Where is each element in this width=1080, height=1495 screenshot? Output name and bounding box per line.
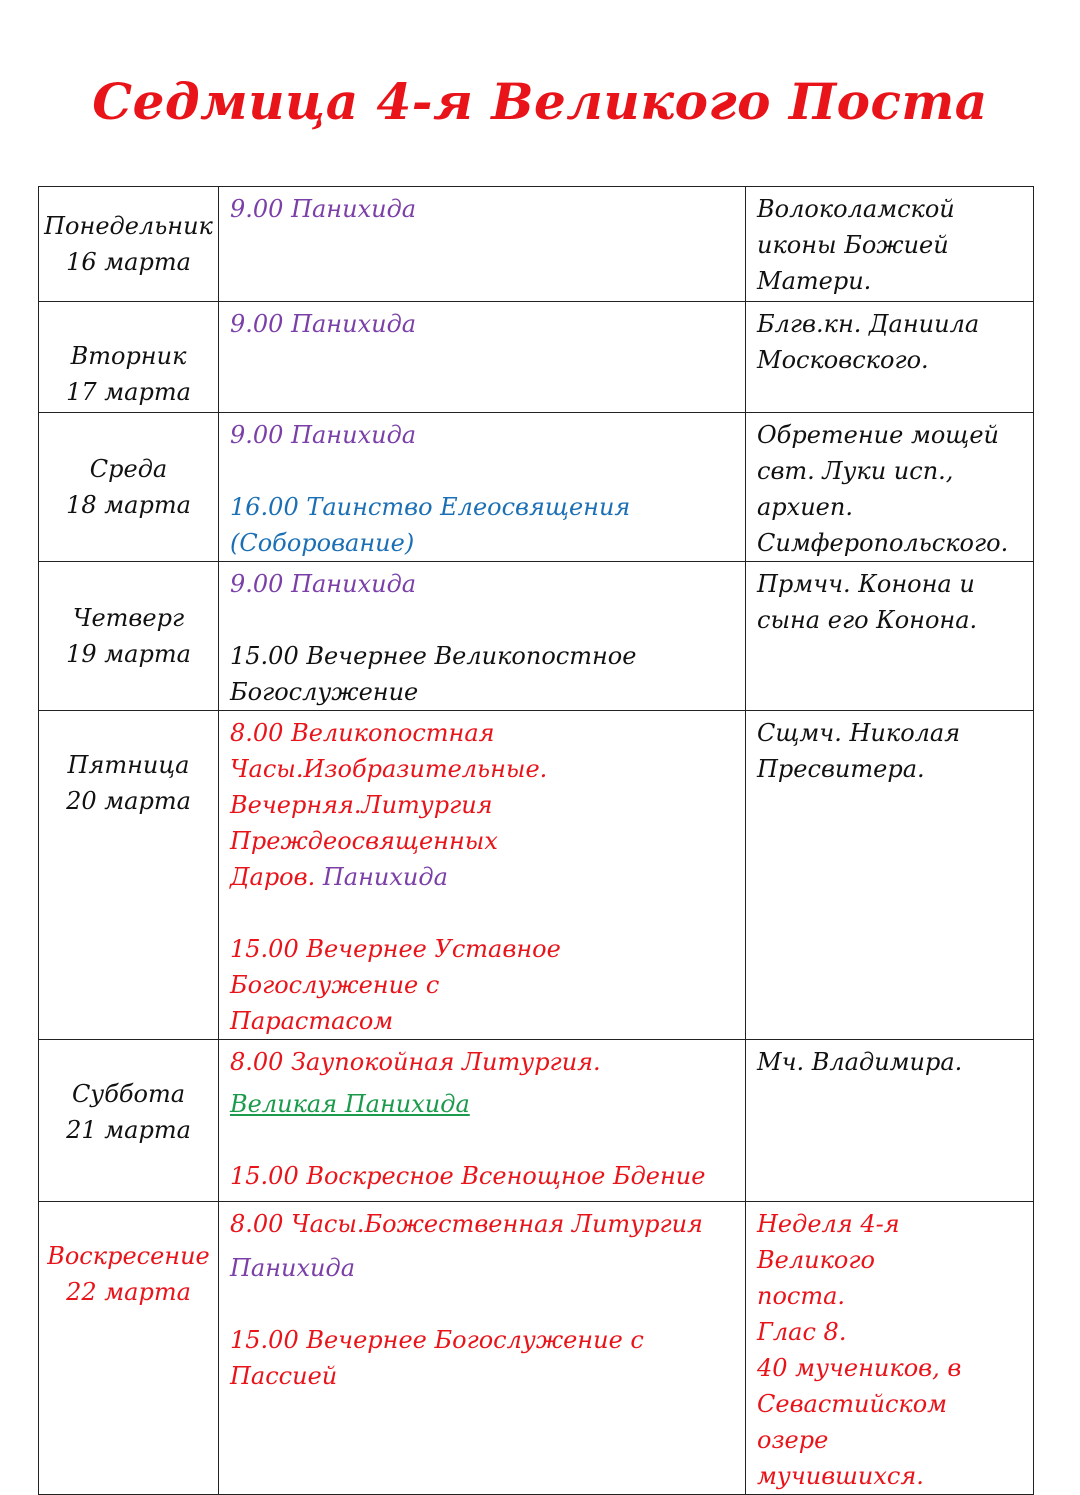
service-line: (Соборование) [230, 529, 415, 557]
feast-line: Московского. [757, 346, 929, 374]
services-cell [219, 1202, 746, 1495]
service-line: Часы.Изобразительные. [230, 755, 548, 783]
feast-line: Обретение мощей [757, 421, 999, 449]
feast-cell [746, 302, 1034, 413]
services-cell [219, 562, 746, 711]
service-line: 9.00 Панихида [230, 195, 417, 223]
service-link[interactable]: Великая Панихида [230, 1090, 470, 1118]
feast-cell [746, 187, 1034, 302]
day-cell [39, 187, 219, 302]
page-title: Седмица 4-я Великого Поста [92, 72, 988, 131]
service-line: 16.00 Таинство Елеосвящения [230, 493, 631, 521]
day-name: Среда [89, 455, 168, 483]
service-line [230, 1086, 735, 1122]
feast-cell [746, 413, 1034, 562]
day-cell [39, 302, 219, 413]
feast-line: архиеп. [757, 493, 853, 521]
service-line: 9.00 Панихида [230, 421, 417, 449]
services-cell [219, 302, 746, 413]
feast-line: иконы Божией [757, 231, 949, 259]
feast-line: Прмчч. Конона и [757, 570, 975, 598]
feast-line: мучившихся. [757, 1462, 924, 1490]
day-name: Суббота [71, 1080, 186, 1108]
service-line: 8.00 Часы.Божественная Литургия [230, 1210, 703, 1238]
feast-line: Матери. [757, 267, 872, 295]
day-name: Воскресение [47, 1242, 210, 1270]
feast-line: Блгв.кн. Даниила [757, 310, 980, 338]
day-name: Понедельник [44, 212, 213, 240]
day-date: 20 марта [66, 787, 191, 815]
day-date: 21 марта [66, 1116, 191, 1144]
service-line: 15.00 Вечернее Уставное Богослужение с [230, 935, 561, 999]
day-name: Пятница [67, 751, 190, 779]
service-line: 15.00 Воскресное Всенощное Бдение [230, 1162, 706, 1190]
feast-cell [746, 1040, 1034, 1202]
table-row [39, 711, 1034, 1040]
spacer [230, 1122, 735, 1158]
service-line: 9.00 Панихида [230, 310, 417, 338]
services-cell [219, 1040, 746, 1202]
day-date: 22 марта [66, 1278, 191, 1306]
day-date: 18 марта [66, 491, 191, 519]
day-cell [39, 413, 219, 562]
feast-line: Пресвитера. [757, 755, 925, 783]
service-line: Вечерняя.Литургия Преждеосвященных [230, 791, 498, 855]
service-fragment: Панихида [322, 863, 448, 891]
table-row [39, 187, 1034, 302]
day-date: 17 марта [66, 378, 191, 406]
feast-line: Симферопольского. [757, 529, 1009, 557]
schedule-table [38, 186, 1034, 1495]
day-date: 19 марта [66, 640, 191, 668]
feast-cell [746, 562, 1034, 711]
feast-line: Сщмч. Николая [757, 719, 961, 747]
service-line: Парастасом [230, 1007, 394, 1035]
feast-cell [746, 1202, 1034, 1495]
spacer [230, 453, 735, 489]
day-name: Вторник [70, 342, 187, 370]
feast-line: сына его Конона. [757, 606, 978, 634]
feast-line: Мч. Владимира. [757, 1048, 963, 1076]
table-row [39, 562, 1034, 711]
feast-line: Глас 8. [757, 1318, 847, 1346]
table-row [39, 1202, 1034, 1495]
service-line: 8.00 Заупокойная Литургия. [230, 1048, 601, 1076]
table-row [39, 1040, 1034, 1202]
service-line [230, 859, 735, 895]
services-cell [219, 711, 746, 1040]
feast-line: свт. Луки исп., [757, 457, 954, 485]
spacer [230, 602, 735, 638]
service-line: 9.00 Панихида [230, 570, 417, 598]
spacer [230, 1286, 735, 1322]
services-cell [219, 413, 746, 562]
feast-cell [746, 711, 1034, 1040]
feast-line: поста. [757, 1282, 846, 1310]
feast-line: 40 мучеников, в [757, 1354, 962, 1382]
day-date: 16 марта [66, 248, 191, 276]
services-cell [219, 187, 746, 302]
table-row [39, 302, 1034, 413]
service-line: Панихида [230, 1254, 356, 1282]
day-cell [39, 1040, 219, 1202]
service-line: 8.00 Великопостная [230, 719, 495, 747]
spacer [230, 895, 735, 931]
day-cell [39, 1202, 219, 1495]
day-cell [39, 562, 219, 711]
table-row [39, 413, 1034, 562]
service-fragment: Даров. [230, 863, 316, 891]
feast-line: Волоколамской [757, 195, 955, 223]
service-line: Богослужение [230, 678, 419, 706]
feast-line: Севастийском озере [757, 1390, 948, 1454]
service-line: 15.00 Вечернее Богослужение с Пассией [230, 1326, 644, 1390]
feast-line: Неделя 4-я Великого [757, 1210, 900, 1274]
day-name: Четверг [72, 604, 185, 632]
service-line: 15.00 Вечернее Великопостное [230, 642, 637, 670]
day-cell [39, 711, 219, 1040]
